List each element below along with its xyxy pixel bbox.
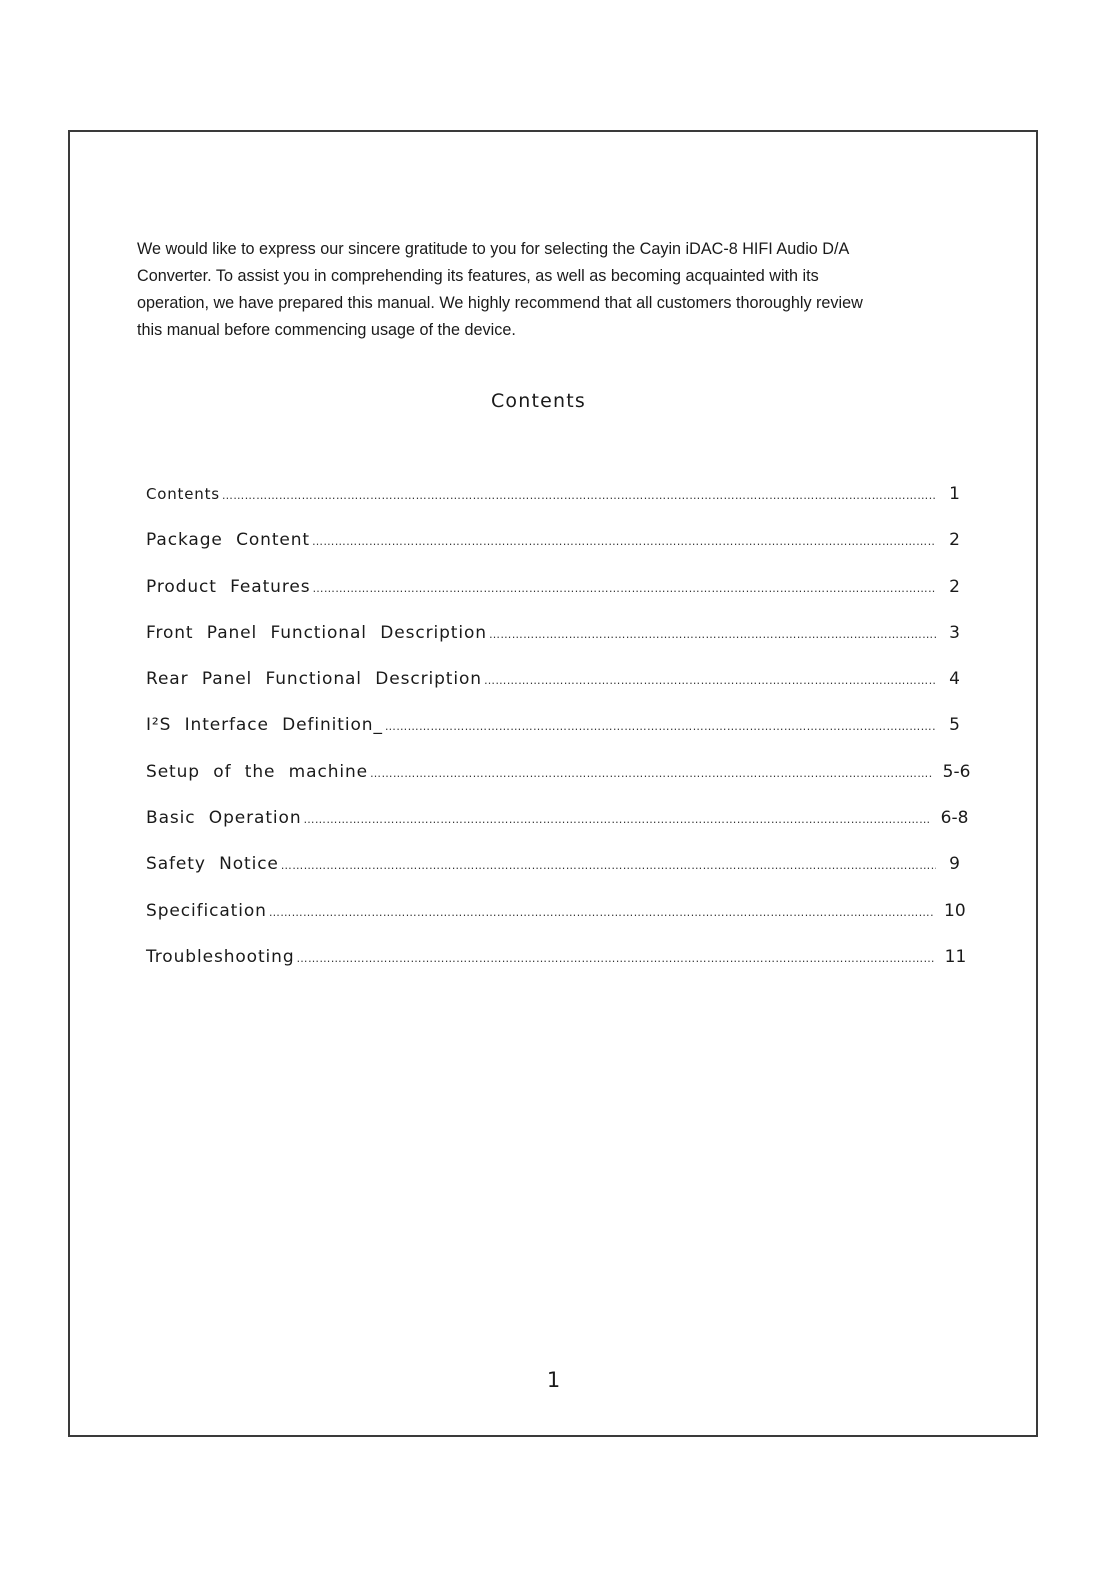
toc-entry-label: I²S Interface Definition_ [146, 715, 383, 736]
toc-entry[interactable] [146, 484, 960, 530]
toc-entry[interactable] [146, 577, 960, 623]
intro-line: Converter. To assist you in comprehending its features, as well as becoming acquainted with its [137, 267, 819, 285]
toc-entry-label: Troubleshooting [146, 946, 295, 967]
toc-entry-page: 1 [949, 484, 960, 504]
toc-entry-label: Setup of the machine [146, 761, 369, 782]
toc-dot-leader [484, 674, 936, 687]
toc-entry-page: 5-6 [942, 761, 971, 782]
toc-entry[interactable] [146, 808, 969, 854]
toc-entry-page: 3 [949, 622, 960, 643]
contents-heading: Contents [490, 390, 587, 412]
toc-dot-leader [385, 720, 936, 733]
intro-paragraph [137, 236, 967, 344]
toc-entry-label: Product Features [146, 576, 311, 597]
toc-entry-label: Package Content [146, 530, 310, 551]
intro-line: We would like to express our sincere gratitude to you for selecting the Cayin iDAC-8 HIFI Audio D/A [137, 240, 850, 258]
toc-entry-page: 11 [944, 946, 967, 967]
toc-entry[interactable] [146, 900, 966, 947]
page-number: 1 [546, 1368, 561, 1392]
toc-entry[interactable] [146, 946, 967, 993]
toc-entry-label: Front Panel Functional Description [146, 622, 487, 643]
toc-entry[interactable] [146, 669, 960, 715]
toc-entry-page: 6-8 [940, 808, 969, 829]
toc-entry[interactable] [146, 854, 960, 900]
toc-entry-page: 10 [944, 900, 966, 921]
toc-entry-label: Specification [146, 900, 267, 921]
toc-dot-leader [312, 535, 936, 548]
toc-entry[interactable] [146, 623, 960, 669]
intro-line: this manual before commencing usage of the device. [137, 321, 516, 339]
toc-entry[interactable] [146, 530, 960, 576]
toc-entry[interactable] [146, 715, 960, 761]
toc-dot-leader [312, 582, 936, 595]
toc-entry[interactable] [146, 761, 971, 808]
toc-entry-page: 2 [949, 576, 960, 597]
toc-dot-leader [370, 767, 933, 780]
toc-dot-leader [281, 859, 936, 872]
toc-entry-label: Contents [146, 485, 220, 503]
toc-entry-page: 4 [949, 669, 960, 690]
toc-dot-leader [489, 628, 936, 641]
toc-dot-leader [269, 906, 934, 919]
toc-entry-page: 9 [949, 854, 960, 875]
toc-dot-leader [222, 489, 936, 502]
toc-entry-label: Safety Notice [146, 854, 279, 875]
table-of-contents [146, 484, 971, 993]
toc-dot-leader [297, 952, 935, 965]
intro-line: operation, we have prepared this manual. We highly recommend that all customers thoroughly review [137, 294, 863, 312]
toc-entry-label: Rear Panel Functional Description [146, 669, 482, 690]
toc-entry-page: 2 [949, 530, 960, 551]
toc-entry-page: 5 [949, 715, 960, 736]
toc-entry-label: Basic Operation [146, 808, 302, 829]
toc-dot-leader [304, 813, 931, 826]
